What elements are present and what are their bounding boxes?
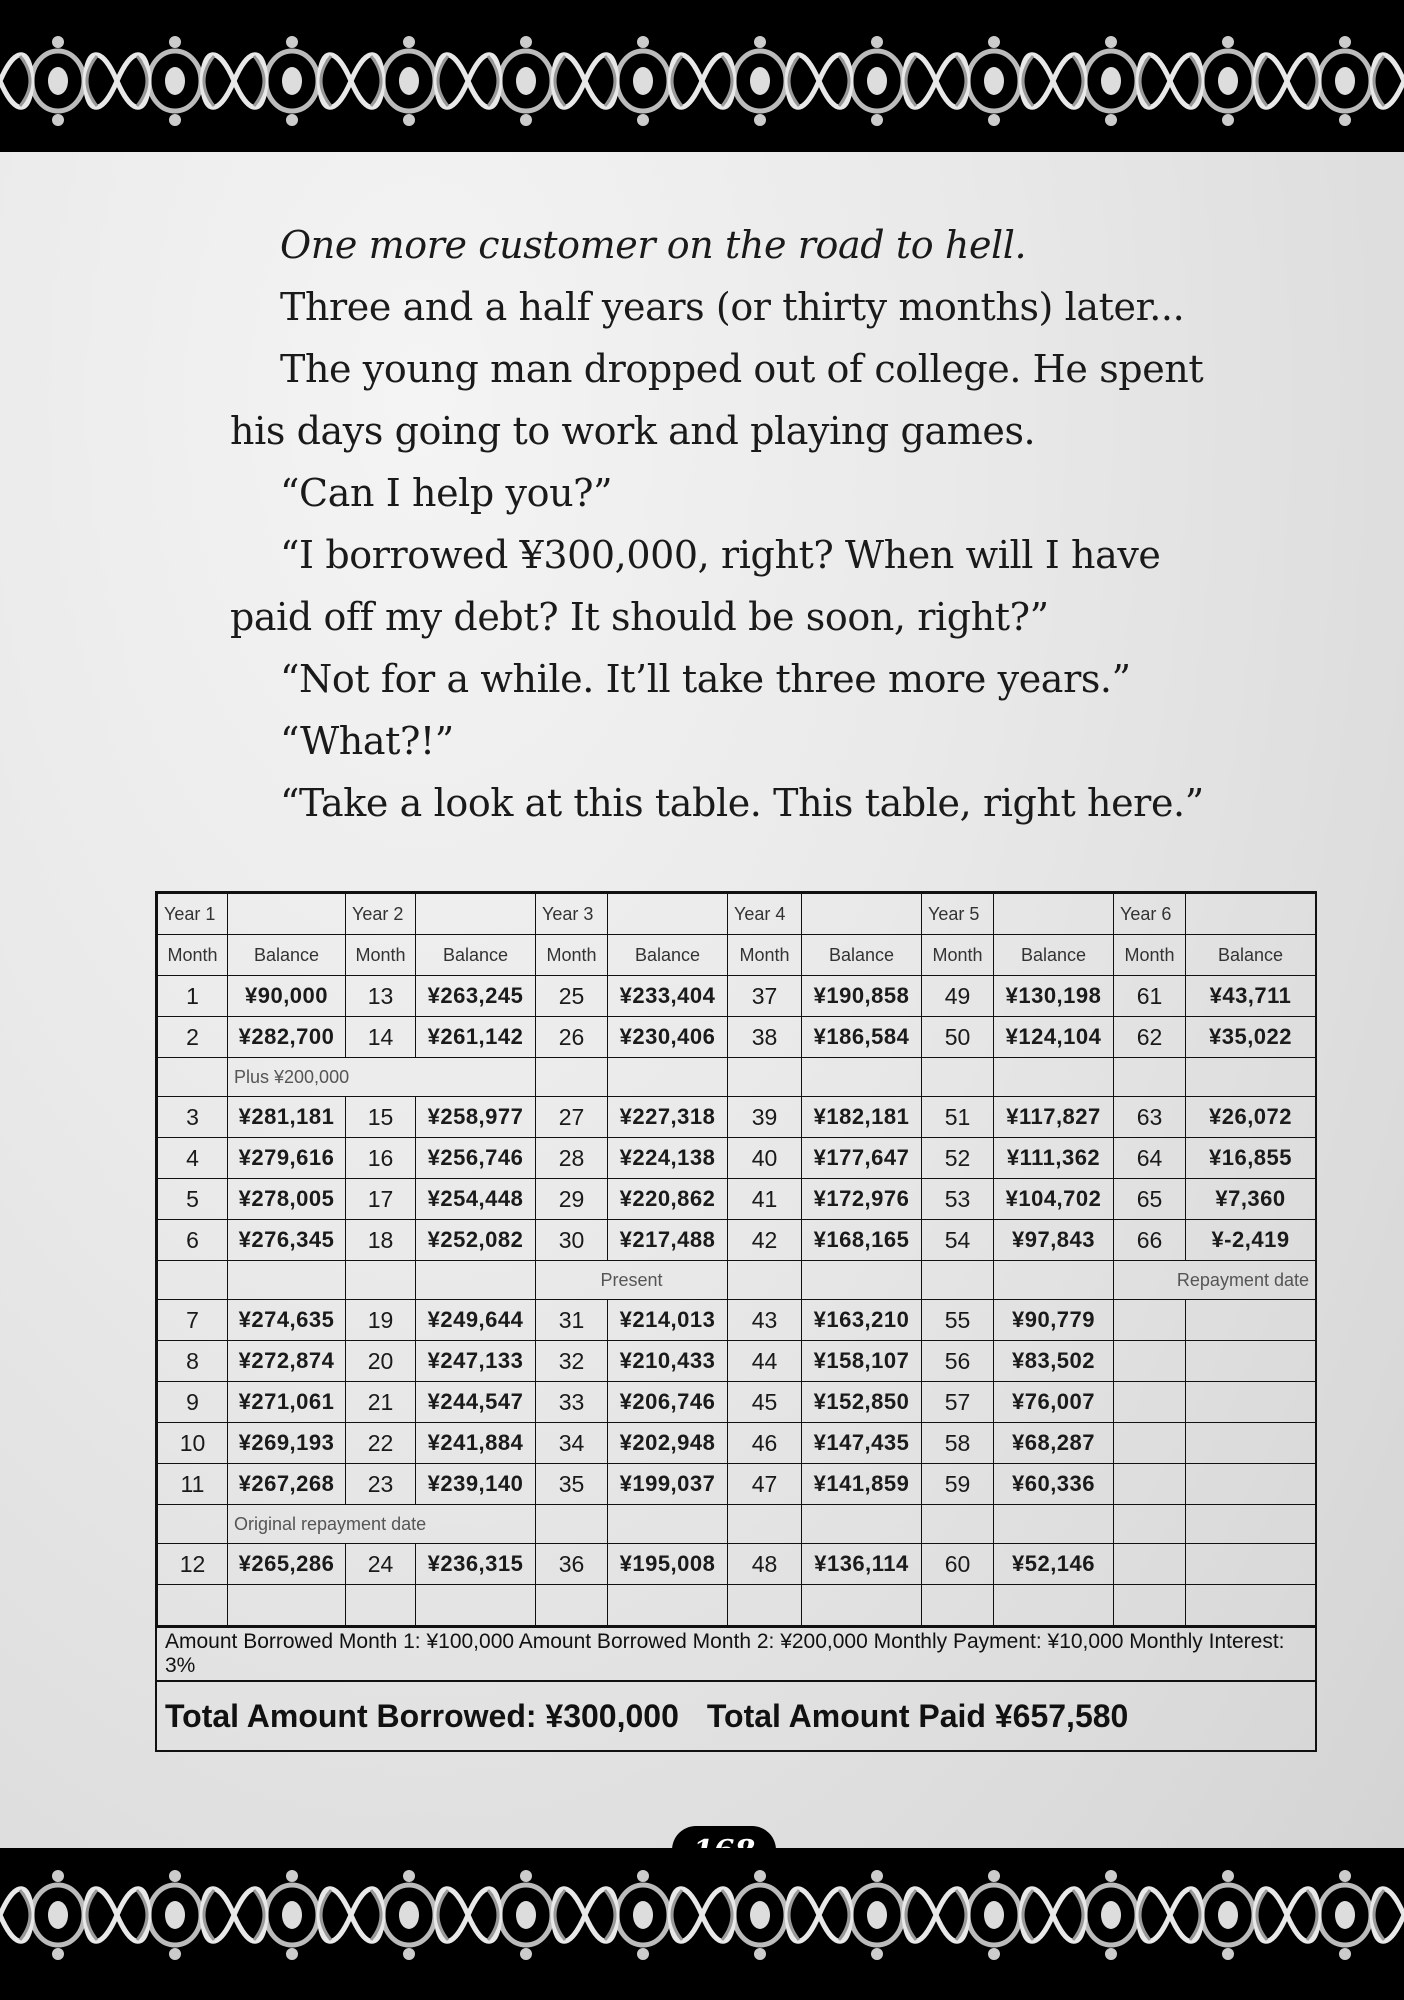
balance-cell: ¥90,779 (994, 1300, 1114, 1341)
empty-cell (728, 1058, 802, 1097)
balance-cell: ¥52,146 (994, 1544, 1114, 1585)
month-cell: 13 (346, 976, 416, 1017)
balance-cell (1186, 1423, 1316, 1464)
empty-cell (1186, 1505, 1316, 1544)
balance-cell: ¥147,435 (802, 1423, 922, 1464)
balance-cell: ¥236,315 (416, 1544, 536, 1585)
balance-cell (1186, 1341, 1316, 1382)
balance-cell: ¥68,287 (994, 1423, 1114, 1464)
month-cell: 52 (922, 1138, 994, 1179)
top-ornamental-border (0, 0, 1404, 152)
balance-cell: ¥130,198 (994, 976, 1114, 1017)
month-header: Month (346, 935, 416, 976)
month-cell: 19 (346, 1300, 416, 1341)
balance-cell: ¥43,711 (1186, 976, 1316, 1017)
balance-cell: ¥141,859 (802, 1464, 922, 1505)
month-cell: 30 (536, 1220, 608, 1261)
month-cell: 18 (346, 1220, 416, 1261)
total-paid: Total Amount Paid ¥657,580 (706, 1697, 1129, 1734)
empty-row (158, 1585, 1316, 1626)
month-cell (1114, 1464, 1186, 1505)
balance-header: Balance (1186, 935, 1316, 976)
loan-terms-summary: Amount Borrowed Month 1: ¥100,000 Amount Borrowed Month 2: ¥200,000 Monthly Payment: ¥10,000 Monthly Interest: 3% (157, 1626, 1315, 1680)
balance-cell: ¥97,843 (994, 1220, 1114, 1261)
month-cell: 6 (158, 1220, 228, 1261)
table-row (158, 1544, 1316, 1585)
month-cell: 54 (922, 1220, 994, 1261)
month-header: Month (1114, 935, 1186, 976)
table-row (158, 1138, 1316, 1179)
balance-cell: ¥152,850 (802, 1382, 922, 1423)
empty-cell (536, 1058, 608, 1097)
empty-cell (994, 1585, 1114, 1626)
balance-cell: ¥224,138 (608, 1138, 728, 1179)
empty-cell (608, 1058, 728, 1097)
month-cell: 7 (158, 1300, 228, 1341)
balance-cell: ¥256,746 (416, 1138, 536, 1179)
month-cell: 37 (728, 976, 802, 1017)
month-cell: 9 (158, 1382, 228, 1423)
month-cell: 64 (1114, 1138, 1186, 1179)
empty-cell (1114, 1505, 1186, 1544)
balance-cell: ¥272,874 (228, 1341, 346, 1382)
balance-cell: ¥276,345 (228, 1220, 346, 1261)
month-header: Month (922, 935, 994, 976)
year-label: Year 3 (536, 894, 608, 935)
empty-cell (608, 1585, 728, 1626)
balance-cell: ¥206,746 (608, 1382, 728, 1423)
annotation-text: Original repayment date (228, 1505, 536, 1544)
month-cell (1114, 1423, 1186, 1464)
balance-cell: ¥210,433 (608, 1341, 728, 1382)
balance-header: Balance (416, 935, 536, 976)
balance-cell: ¥252,082 (416, 1220, 536, 1261)
month-cell: 31 (536, 1300, 608, 1341)
paragraph: One more customer on the road to hell. (280, 223, 1027, 267)
balance-cell: ¥220,862 (608, 1179, 728, 1220)
balance-header: Balance (228, 935, 346, 976)
balance-cell: ¥239,140 (416, 1464, 536, 1505)
month-cell: 34 (536, 1423, 608, 1464)
empty-cell (802, 1505, 922, 1544)
balance-cell: ¥190,858 (802, 976, 922, 1017)
month-cell: 43 (728, 1300, 802, 1341)
balance-cell: ¥202,948 (608, 1423, 728, 1464)
month-cell: 8 (158, 1341, 228, 1382)
month-cell: 51 (922, 1097, 994, 1138)
balance-cell: ¥241,884 (416, 1423, 536, 1464)
empty-cell (922, 1058, 994, 1097)
month-cell: 29 (536, 1179, 608, 1220)
balance-cell: ¥7,360 (1186, 1179, 1316, 1220)
month-cell: 61 (1114, 976, 1186, 1017)
month-cell: 38 (728, 1017, 802, 1058)
table-row (158, 1097, 1316, 1138)
balance-cell: ¥35,022 (1186, 1017, 1316, 1058)
table-row (158, 1179, 1316, 1220)
balance-cell: ¥199,037 (608, 1464, 728, 1505)
year-spacer (1186, 894, 1316, 935)
table-row (158, 1382, 1316, 1423)
empty-cell (922, 1505, 994, 1544)
month-cell: 46 (728, 1423, 802, 1464)
present-marker: Present (536, 1261, 728, 1300)
paragraph: “What?!” (280, 719, 454, 763)
balance-cell: ¥182,181 (802, 1097, 922, 1138)
month-header: Month (158, 935, 228, 976)
month-cell: 33 (536, 1382, 608, 1423)
year-label: Year 4 (728, 894, 802, 935)
balance-cell: ¥265,286 (228, 1544, 346, 1585)
balance-cell: ¥263,245 (416, 976, 536, 1017)
annotation-row (158, 1505, 1316, 1544)
empty-cell (802, 1261, 922, 1300)
month-cell: 40 (728, 1138, 802, 1179)
month-cell: 53 (922, 1179, 994, 1220)
month-cell (1114, 1300, 1186, 1341)
balance-cell: ¥214,013 (608, 1300, 728, 1341)
year-label: Year 6 (1114, 894, 1186, 935)
ledger-grid (157, 893, 1316, 1626)
balance-cell: ¥279,616 (228, 1138, 346, 1179)
balance-cell (1186, 1382, 1316, 1423)
table-row (158, 1017, 1316, 1058)
month-cell (1114, 1544, 1186, 1585)
balance-cell: ¥83,502 (994, 1341, 1114, 1382)
month-cell: 24 (346, 1544, 416, 1585)
month-cell: 47 (728, 1464, 802, 1505)
empty-cell (994, 1058, 1114, 1097)
balance-cell: ¥26,072 (1186, 1097, 1316, 1138)
balance-cell: ¥158,107 (802, 1341, 922, 1382)
paragraph: Three and a half years (or thirty months) later... (280, 285, 1185, 329)
month-cell: 5 (158, 1179, 228, 1220)
balance-cell: ¥227,318 (608, 1097, 728, 1138)
month-cell: 65 (1114, 1179, 1186, 1220)
month-cell: 45 (728, 1382, 802, 1423)
balance-cell: ¥104,702 (994, 1179, 1114, 1220)
annotation-row (158, 1261, 1316, 1300)
empty-cell (728, 1261, 802, 1300)
balance-cell: ¥269,193 (228, 1423, 346, 1464)
balance-cell: ¥230,406 (608, 1017, 728, 1058)
month-cell: 27 (536, 1097, 608, 1138)
month-cell: 11 (158, 1464, 228, 1505)
month-header: Month (728, 935, 802, 976)
month-cell: 59 (922, 1464, 994, 1505)
table-row (158, 1341, 1316, 1382)
totals (157, 1680, 1315, 1750)
table-row (158, 976, 1316, 1017)
month-cell: 22 (346, 1423, 416, 1464)
month-cell: 10 (158, 1423, 228, 1464)
balance-cell: ¥244,547 (416, 1382, 536, 1423)
paragraph: “Not for a while. It’ll take three more years.” (280, 657, 1131, 701)
balance-cell: ¥16,855 (1186, 1138, 1316, 1179)
balance-cell: ¥195,008 (608, 1544, 728, 1585)
year-label: Year 1 (158, 894, 228, 935)
month-cell: 66 (1114, 1220, 1186, 1261)
repayment-date-marker: Repayment date (1114, 1261, 1316, 1300)
empty-cell (728, 1505, 802, 1544)
empty-cell (416, 1261, 536, 1300)
balance-cell: ¥60,336 (994, 1464, 1114, 1505)
balance-cell: ¥271,061 (228, 1382, 346, 1423)
empty-cell (346, 1585, 416, 1626)
month-cell: 39 (728, 1097, 802, 1138)
empty-cell (1186, 1585, 1316, 1626)
paragraph: “Can I help you?” (280, 471, 613, 515)
month-cell: 50 (922, 1017, 994, 1058)
month-cell: 26 (536, 1017, 608, 1058)
table-row (158, 1423, 1316, 1464)
balance-cell: ¥254,448 (416, 1179, 536, 1220)
balance-cell: ¥281,181 (228, 1097, 346, 1138)
month-cell: 28 (536, 1138, 608, 1179)
empty-cell (158, 1058, 228, 1097)
table-row (158, 1464, 1316, 1505)
ornament-pattern-icon (0, 36, 1404, 126)
empty-cell (228, 1585, 346, 1626)
year-spacer (228, 894, 346, 935)
month-cell: 62 (1114, 1017, 1186, 1058)
year-spacer (416, 894, 536, 935)
month-cell: 17 (346, 1179, 416, 1220)
month-cell: 44 (728, 1341, 802, 1382)
column-header-row (158, 935, 1316, 976)
balance-header: Balance (608, 935, 728, 976)
paragraph: “Take a look at this table. This table, right here.” (280, 781, 1204, 825)
balance-cell: ¥233,404 (608, 976, 728, 1017)
month-cell: 4 (158, 1138, 228, 1179)
balance-header: Balance (802, 935, 922, 976)
month-cell: 21 (346, 1382, 416, 1423)
empty-cell (158, 1585, 228, 1626)
month-cell: 25 (536, 976, 608, 1017)
month-cell: 14 (346, 1017, 416, 1058)
empty-cell (608, 1505, 728, 1544)
empty-cell (994, 1505, 1114, 1544)
balance-cell: ¥282,700 (228, 1017, 346, 1058)
month-cell: 15 (346, 1097, 416, 1138)
empty-cell (536, 1585, 608, 1626)
year-spacer (608, 894, 728, 935)
paragraph: “I borrowed ¥300,000, right? When will I have paid off my debt? It should be soon, right?” (230, 533, 1161, 639)
empty-cell (158, 1261, 228, 1300)
month-cell: 49 (922, 976, 994, 1017)
year-spacer (802, 894, 922, 935)
month-cell: 55 (922, 1300, 994, 1341)
balance-cell: ¥217,488 (608, 1220, 728, 1261)
month-cell: 12 (158, 1544, 228, 1585)
month-header: Month (536, 935, 608, 976)
empty-cell (1114, 1058, 1186, 1097)
month-cell: 41 (728, 1179, 802, 1220)
story-text (230, 214, 1210, 834)
table-row (158, 1220, 1316, 1261)
empty-cell (728, 1585, 802, 1626)
month-cell: 2 (158, 1017, 228, 1058)
balance-cell: ¥261,142 (416, 1017, 536, 1058)
table-row (158, 1300, 1316, 1341)
balance-cell (1186, 1464, 1316, 1505)
balance-cell: ¥186,584 (802, 1017, 922, 1058)
empty-cell (802, 1585, 922, 1626)
month-cell: 63 (1114, 1097, 1186, 1138)
month-cell: 23 (346, 1464, 416, 1505)
balance-cell (1186, 1300, 1316, 1341)
ornament-pattern-icon (0, 1870, 1404, 1960)
month-cell: 16 (346, 1138, 416, 1179)
repayment-table (155, 891, 1317, 1752)
month-cell: 58 (922, 1423, 994, 1464)
empty-cell (536, 1505, 608, 1544)
year-label: Year 2 (346, 894, 416, 935)
balance-cell: ¥90,000 (228, 976, 346, 1017)
balance-cell: ¥274,635 (228, 1300, 346, 1341)
empty-cell (922, 1585, 994, 1626)
balance-cell: ¥111,362 (994, 1138, 1114, 1179)
month-cell (1114, 1341, 1186, 1382)
month-cell (1114, 1382, 1186, 1423)
year-label: Year 5 (922, 894, 994, 935)
balance-cell: ¥172,976 (802, 1179, 922, 1220)
empty-cell (802, 1058, 922, 1097)
balance-cell: ¥249,644 (416, 1300, 536, 1341)
empty-cell (1114, 1585, 1186, 1626)
balance-cell: ¥163,210 (802, 1300, 922, 1341)
empty-cell (1186, 1058, 1316, 1097)
month-cell: 57 (922, 1382, 994, 1423)
balance-cell: ¥168,165 (802, 1220, 922, 1261)
balance-cell: ¥278,005 (228, 1179, 346, 1220)
balance-cell: ¥76,007 (994, 1382, 1114, 1423)
empty-cell (228, 1261, 346, 1300)
balance-cell: ¥136,114 (802, 1544, 922, 1585)
year-spacer (994, 894, 1114, 935)
balance-cell: ¥117,827 (994, 1097, 1114, 1138)
balance-cell: ¥177,647 (802, 1138, 922, 1179)
balance-cell (1186, 1544, 1316, 1585)
month-cell: 20 (346, 1341, 416, 1382)
balance-header: Balance (994, 935, 1114, 976)
balance-cell: ¥124,104 (994, 1017, 1114, 1058)
month-cell: 42 (728, 1220, 802, 1261)
empty-cell (994, 1261, 1114, 1300)
annotation-text: Plus ¥200,000 (228, 1058, 536, 1097)
year-header-row (158, 894, 1316, 935)
balance-cell: ¥-2,419 (1186, 1220, 1316, 1261)
month-cell: 32 (536, 1341, 608, 1382)
month-cell: 3 (158, 1097, 228, 1138)
empty-cell (346, 1261, 416, 1300)
month-cell: 1 (158, 976, 228, 1017)
balance-cell: ¥267,268 (228, 1464, 346, 1505)
paragraph: The young man dropped out of college. He spent his days going to work and playing games. (230, 347, 1204, 453)
annotation-row (158, 1058, 1316, 1097)
month-cell: 56 (922, 1341, 994, 1382)
empty-cell (416, 1585, 536, 1626)
month-cell: 60 (922, 1544, 994, 1585)
month-cell: 48 (728, 1544, 802, 1585)
empty-cell (158, 1505, 228, 1544)
balance-cell: ¥258,977 (416, 1097, 536, 1138)
balance-cell: ¥247,133 (416, 1341, 536, 1382)
month-cell: 35 (536, 1464, 608, 1505)
bottom-ornamental-border (0, 1848, 1404, 2000)
month-cell: 36 (536, 1544, 608, 1585)
empty-cell (922, 1261, 994, 1300)
total-borrowed: Total Amount Borrowed: ¥300,000 (165, 1697, 679, 1734)
